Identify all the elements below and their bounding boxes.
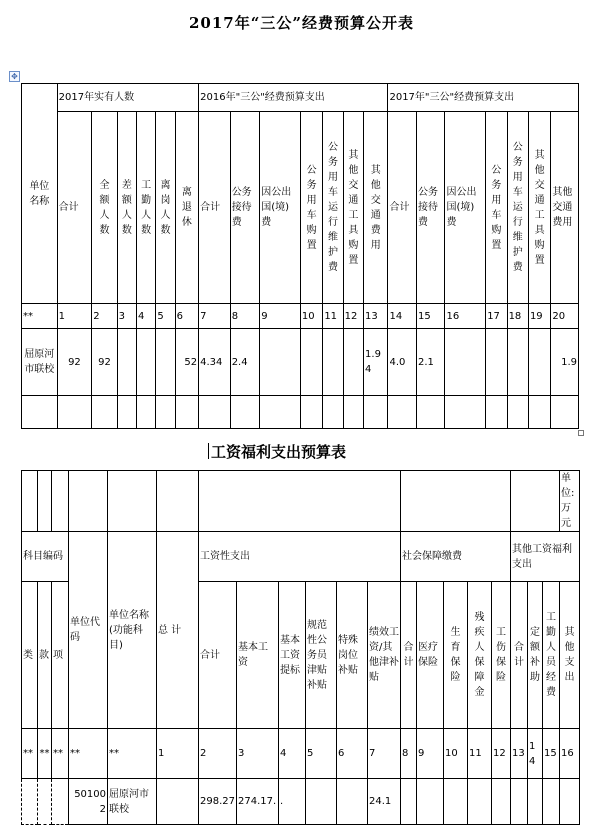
col-header: 合计 (199, 582, 237, 729)
col-header: 因公出国(境)费 (445, 112, 486, 304)
col-header: 工勤人员经费 (543, 582, 560, 729)
lei-header: 类 (22, 582, 38, 729)
social-security-group-header: 社会保障缴费 (401, 532, 511, 582)
unit-code-header: 单位代码 (69, 532, 108, 729)
wage-welfare-table (21, 470, 580, 825)
kuan-header: 款 (38, 582, 52, 729)
col-header: 公务接待费 (230, 112, 260, 304)
col-header: 基本工资 (237, 582, 279, 729)
col-header: 绩效工资/其他津补贴 (368, 582, 401, 729)
col-header: 规范性公务员津贴补贴 (306, 582, 337, 729)
col-header: 公务用车购置 (300, 112, 322, 304)
unit-label: 单位:万元 (560, 471, 580, 532)
table-row: ** ** ** ** ** 1 2 3 4 5 6 7 8 9 10 11 12 13 14 15 16 (22, 729, 580, 779)
table-resize-handle[interactable] (578, 430, 584, 436)
table-row: 屈原河市联校 92 92 52 4.34 2.4 1.94 4.0 2.1 1.9 (22, 329, 579, 396)
table-row: ** 1 2 3 4 5 6 7 8 9 10 11 12 13 14 15 16 17 18 19 20 (22, 304, 579, 329)
col-header: 其他交通费用 (551, 112, 579, 304)
col-header: 基本工资提标 (279, 582, 306, 729)
col-header: 其他交通工具购置 (343, 112, 363, 304)
col-header: 合计 (401, 582, 417, 729)
unit-name-cell: 屈原河市联校 (22, 329, 58, 396)
col-header: 差额人数 (117, 112, 136, 304)
col-header: 公务用车运行维护费 (507, 112, 528, 304)
wage-group-header: 工资性支出 (199, 532, 401, 582)
col-header: 合计 (199, 112, 231, 304)
col-header: 定额补助 (528, 582, 543, 729)
col-header: 公务用车运行维护费 (323, 112, 343, 304)
col-header: 合计 (57, 112, 92, 304)
section-title: 工资福利支出预算表 (208, 441, 346, 462)
col-header: 离退休 (175, 112, 198, 304)
col-header: 全额人数 (92, 112, 117, 304)
col-header: 其他支出 (560, 582, 580, 729)
col-header: 特殊岗位补贴 (337, 582, 368, 729)
col-header: 医疗保险 (417, 582, 444, 729)
col-header: 合计 (511, 582, 528, 729)
col-header: 其他交通费用 (364, 112, 388, 304)
subject-code-header: 科目编码 (22, 532, 69, 582)
col-header: 工勤人数 (137, 112, 156, 304)
table-move-handle-icon[interactable]: ✥ (9, 71, 20, 82)
unit-name-header: 单位名称(功能科目) (108, 532, 157, 729)
col-header: 工伤保险 (492, 582, 511, 729)
col-header: 公务接待费 (416, 112, 445, 304)
page-title: 2017年“三公”经费预算公开表 (188, 14, 414, 32)
table-row: 501002 屈原河市联校 298.27 274.17. . 24.1 (22, 779, 580, 825)
budget-2016-group-header: 2016年"三公"经费预算支出 (199, 84, 388, 112)
xiang-header: 项 (52, 582, 69, 729)
col-header: 离岗人数 (156, 112, 175, 304)
other-welfare-group-header: 其他工资福利支出 (511, 532, 580, 582)
col-header: 其他交通工具购置 (528, 112, 550, 304)
budget-2017-group-header: 2017年"三公"经费预算支出 (388, 84, 579, 112)
text-cursor (208, 443, 209, 459)
unit-name-header: 单位名称 (22, 84, 58, 304)
table-row (22, 396, 579, 429)
col-header: 残疾人保障金 (468, 582, 492, 729)
col-header: 合计 (388, 112, 417, 304)
staff-count-group-header: 2017年实有人数 (57, 84, 199, 112)
total-header: 总 计 (157, 532, 199, 729)
col-header: 因公出国(境)费 (260, 112, 301, 304)
three-public-expense-table (21, 83, 579, 429)
col-header: 生育保险 (444, 582, 468, 729)
col-header: 公务用车购置 (486, 112, 507, 304)
